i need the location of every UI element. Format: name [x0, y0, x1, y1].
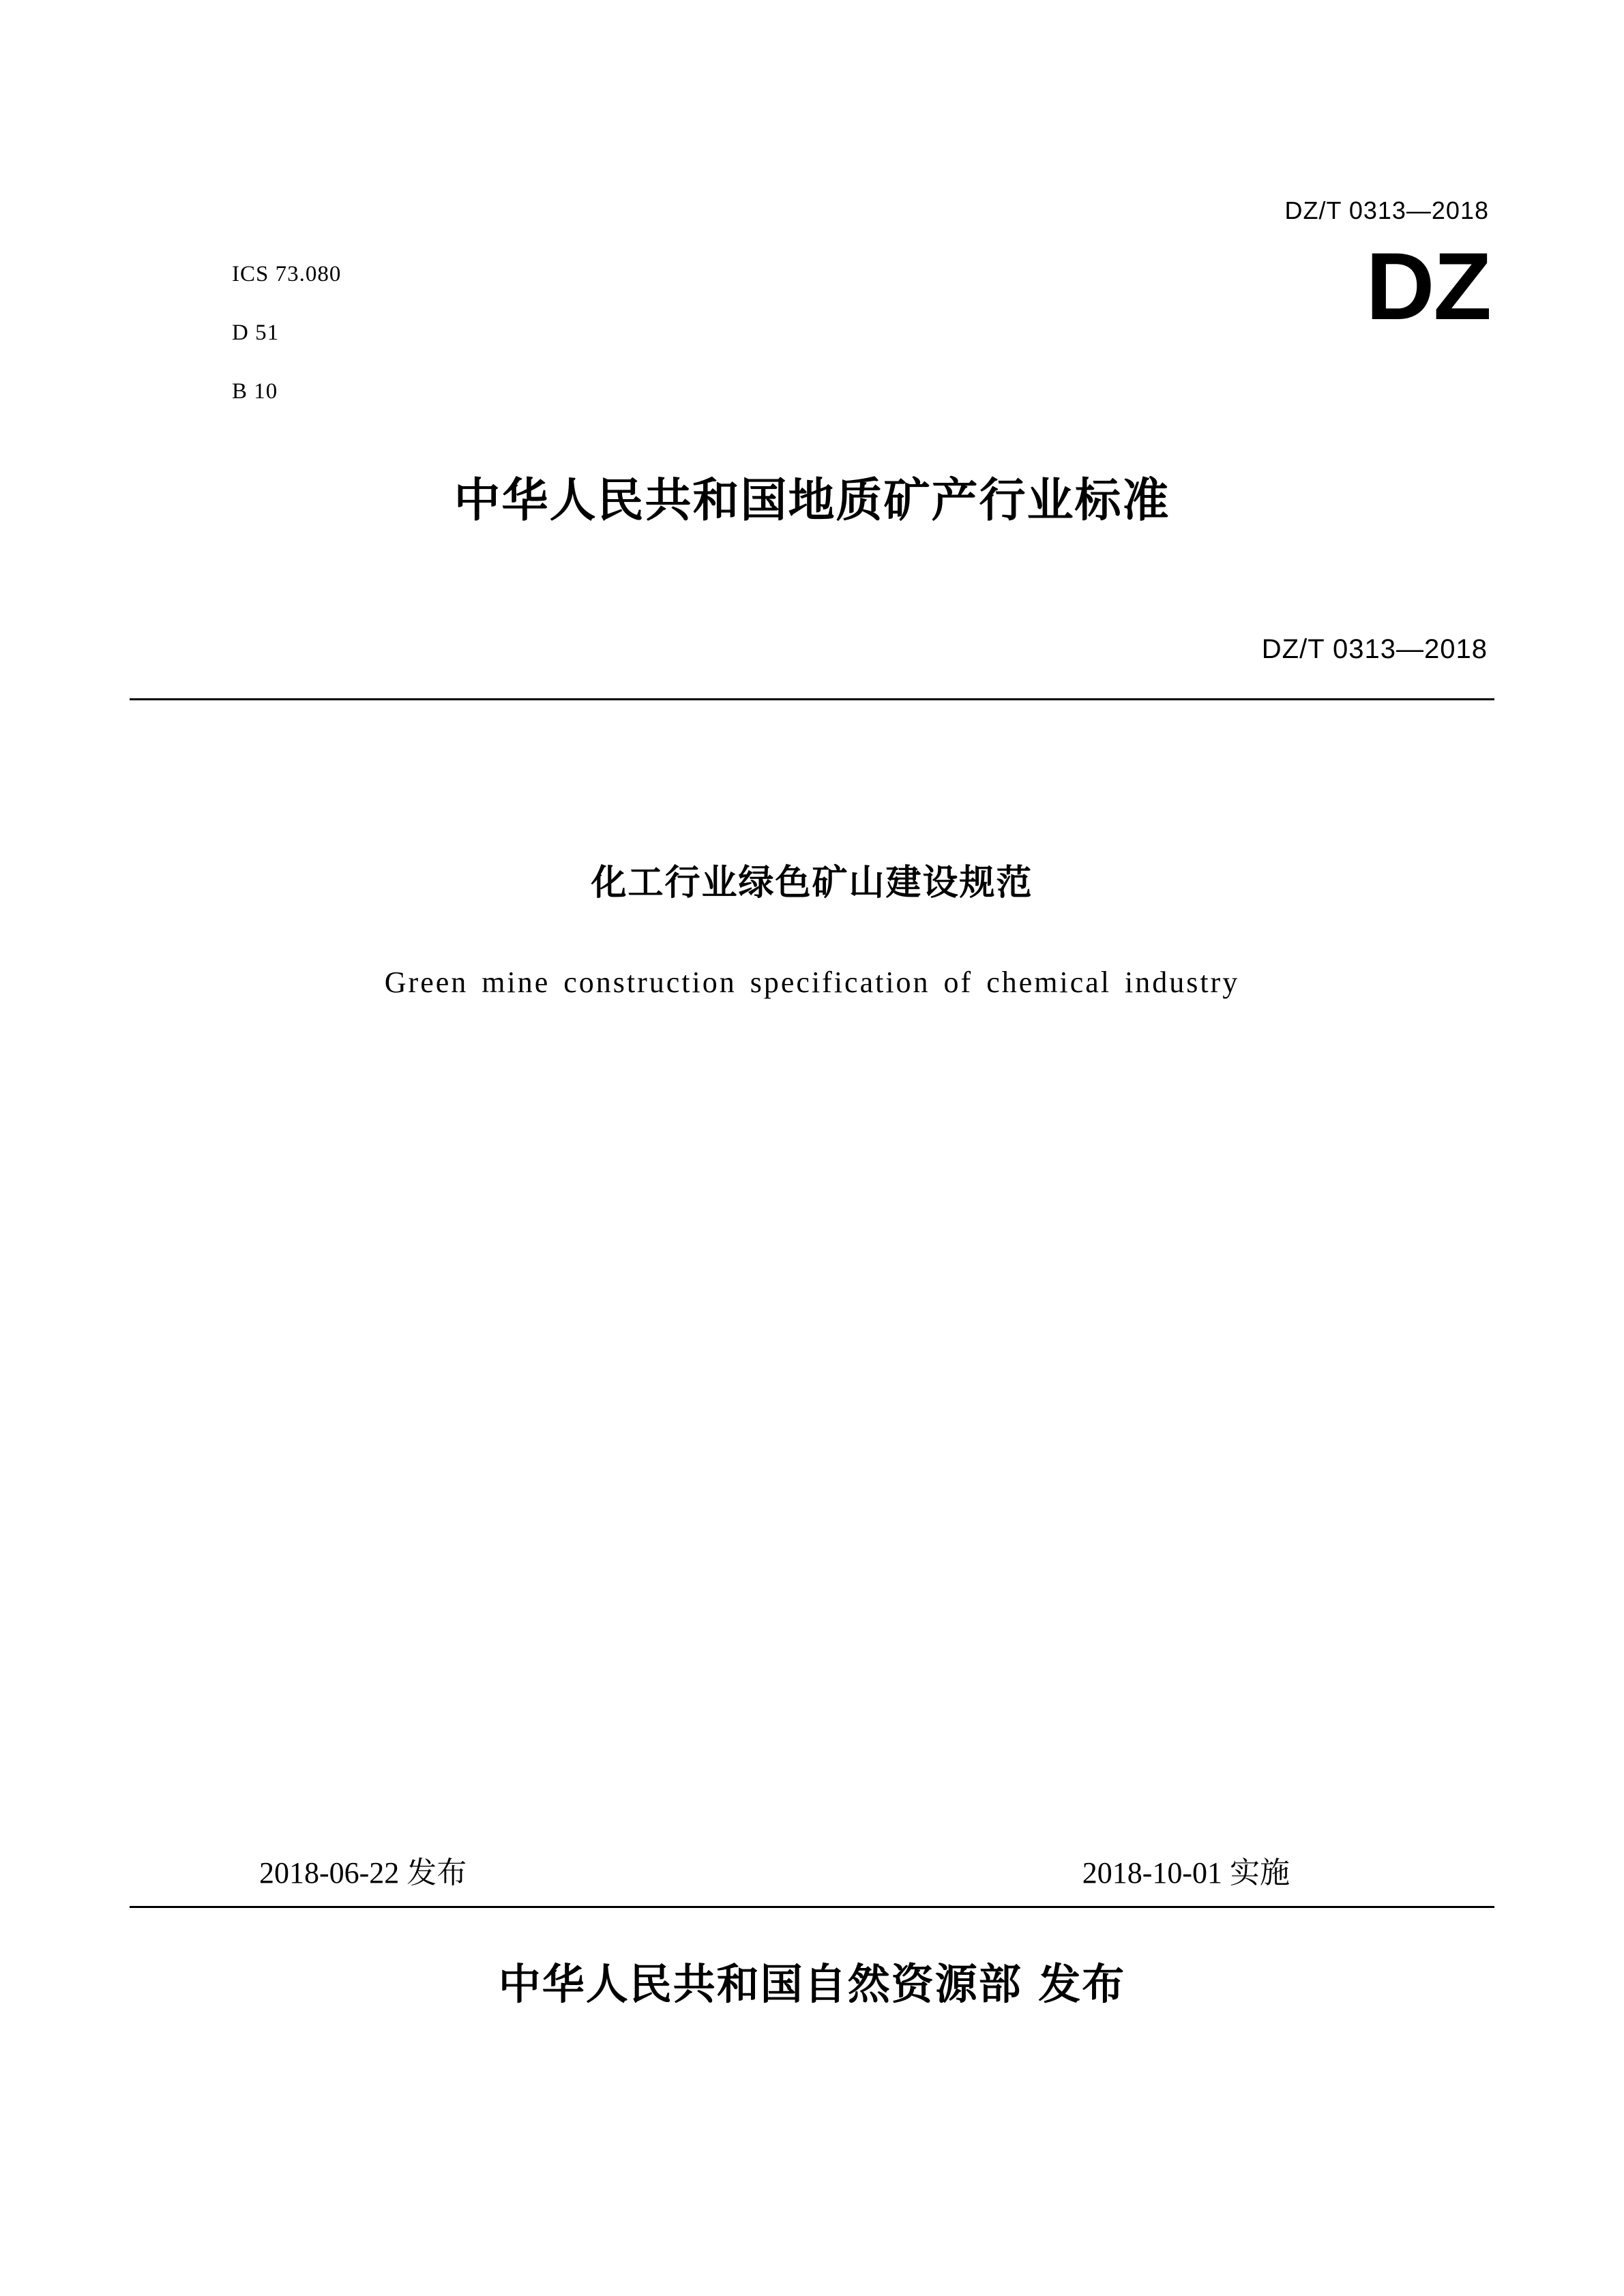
issue-date: 2018-06-22 发布	[259, 1856, 467, 1890]
dz-emblem: DZ	[1365, 233, 1490, 340]
classification-code-d: D 51	[232, 320, 280, 345]
standard-number-top: DZ/T 0313—2018	[1284, 196, 1489, 224]
divider-bottom	[130, 1906, 1494, 1908]
publisher-name: 中华人民共和国自然资源部 发布	[498, 1959, 1126, 2009]
page-title: 中华人民共和国地质矿产行业标准	[454, 474, 1170, 528]
document-title-chinese: 化工行业绿色矿山建设规范	[591, 863, 1033, 904]
ics-code: ICS 73.080	[232, 262, 342, 286]
standard-number-secondary: DZ/T 0313—2018	[1261, 634, 1488, 664]
classification-block	[232, 245, 341, 421]
implementation-date: 2018-10-01 实施	[1082, 1856, 1290, 1890]
classification-code-b: B 10	[232, 378, 278, 404]
divider-top	[130, 698, 1494, 700]
dates-row	[130, 1848, 1494, 1892]
document-title-english: Green mine construction specification of chemical industry	[384, 966, 1240, 999]
